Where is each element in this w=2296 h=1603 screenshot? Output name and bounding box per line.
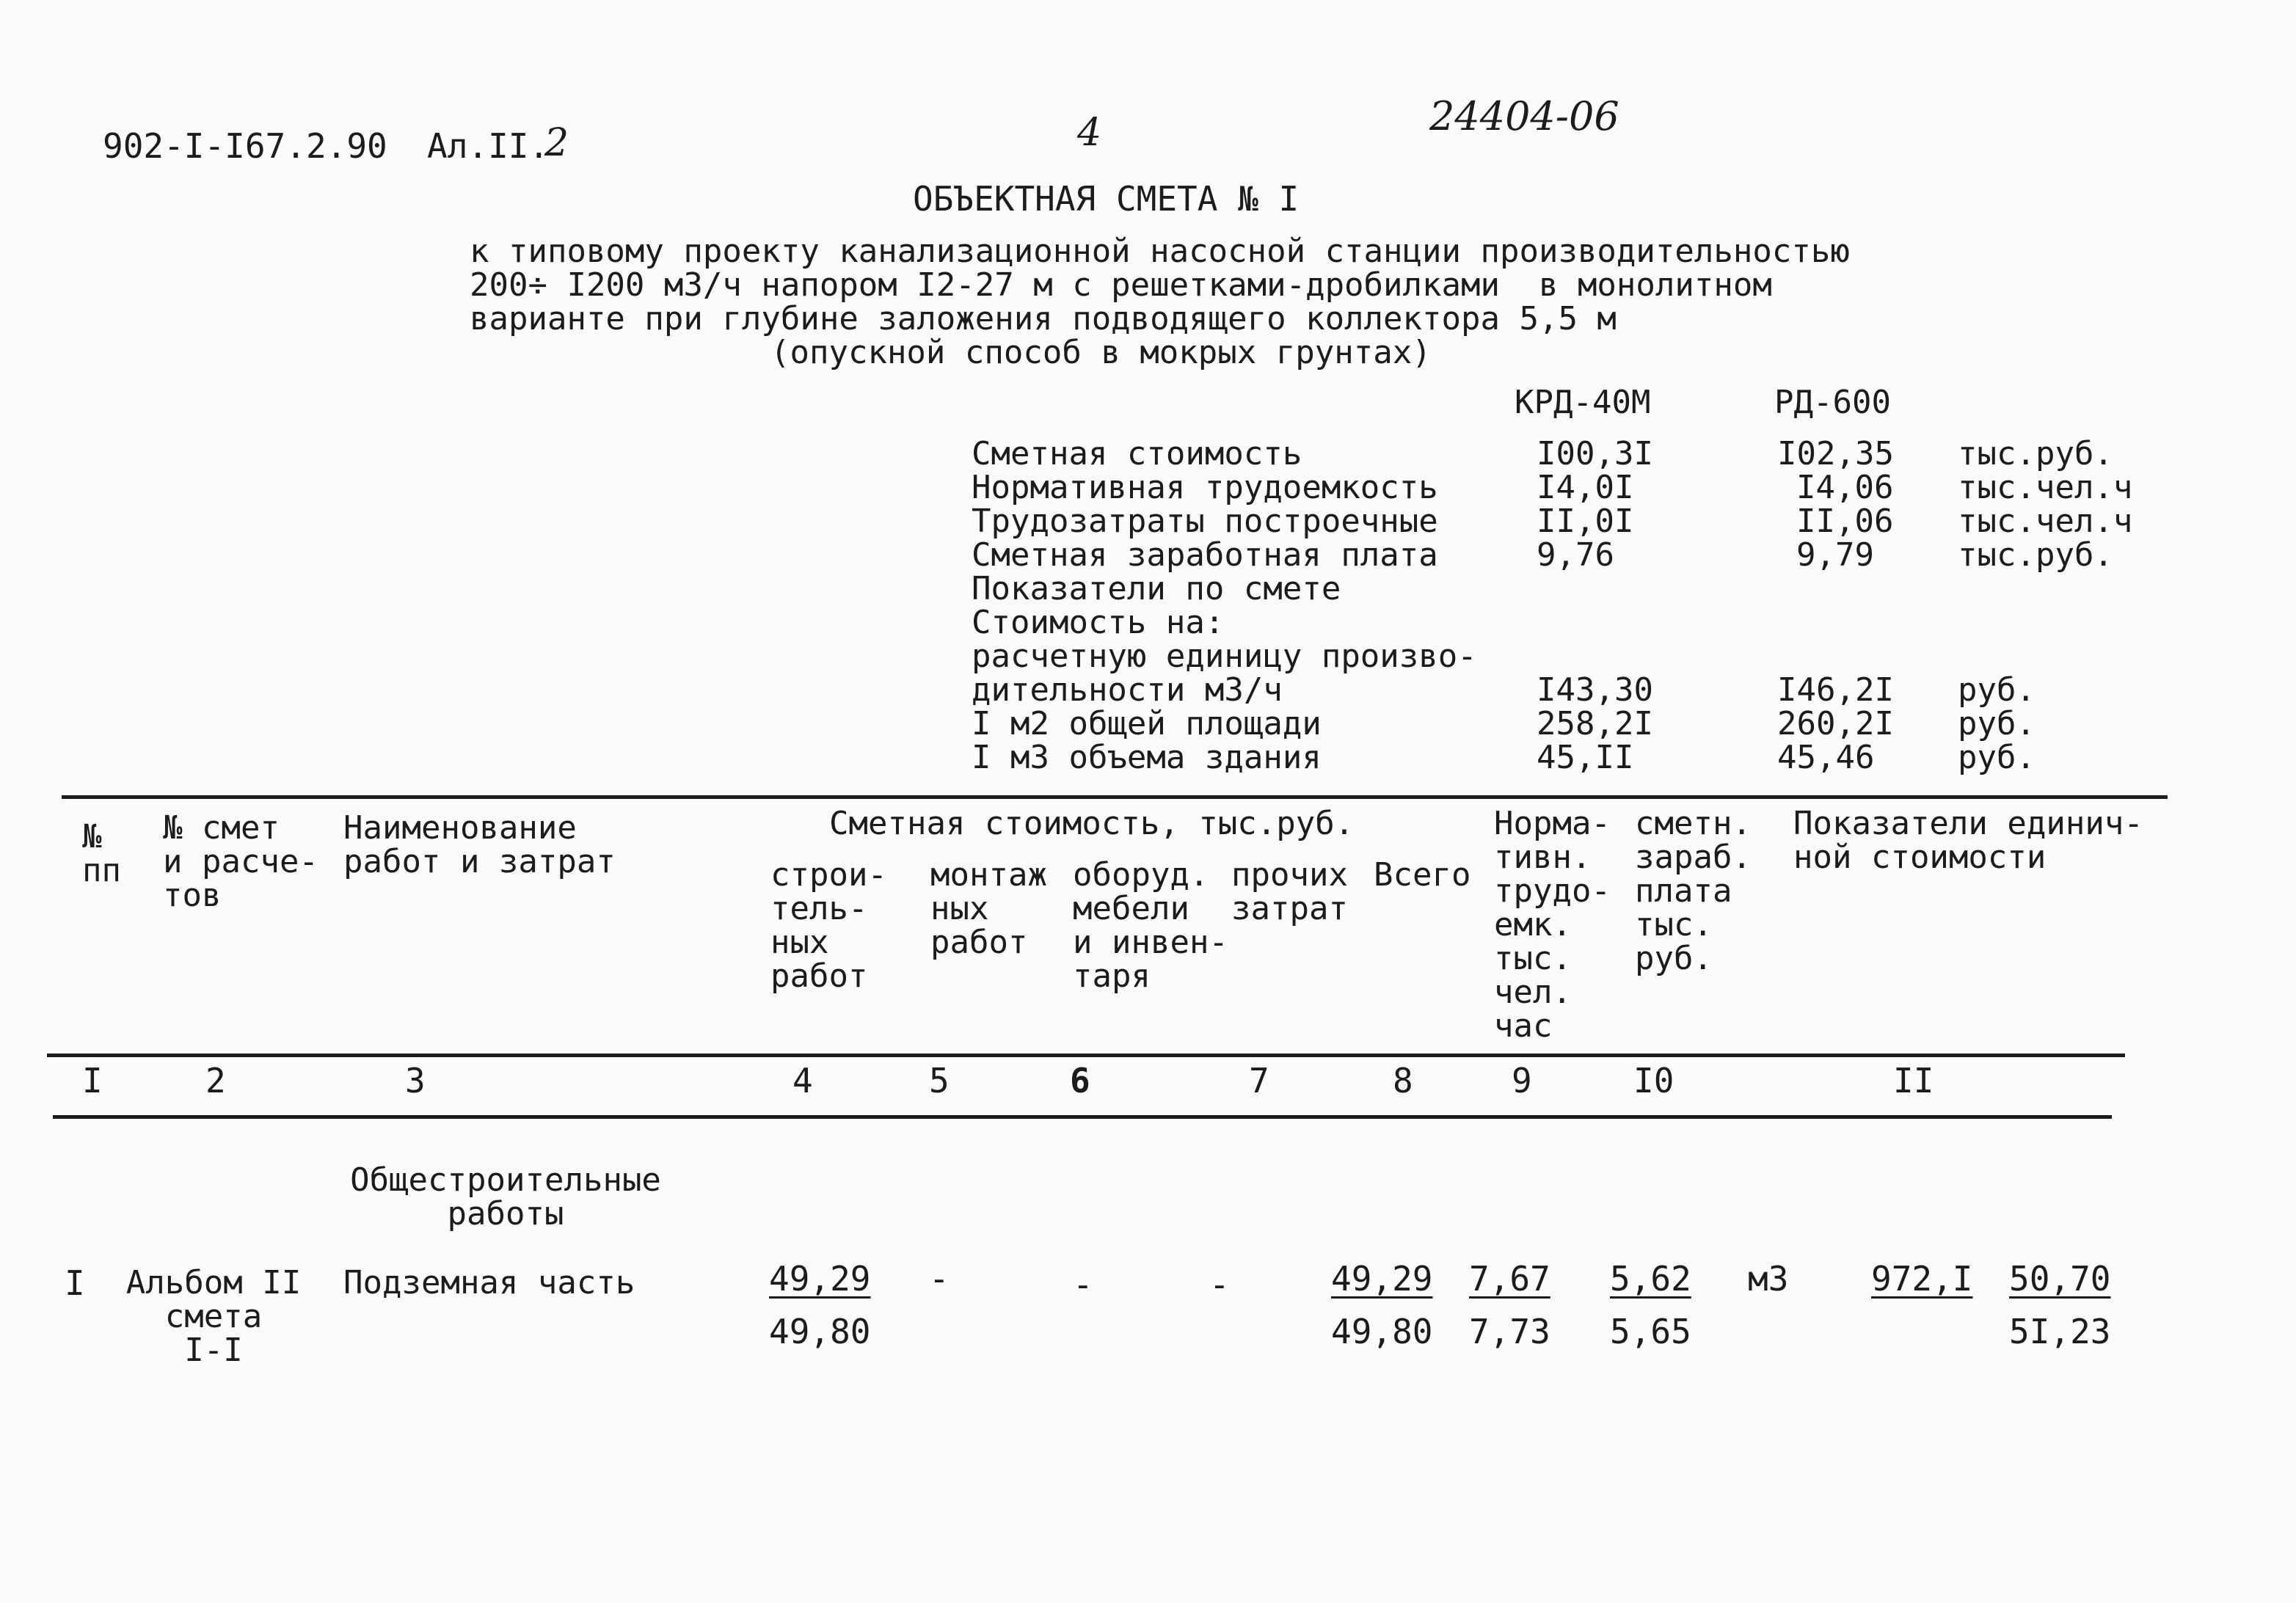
summary-value-krd: I00,3I <box>1537 435 1653 472</box>
column-header-equipment: оборуд. мебели и инвен- таря <box>1073 856 1228 995</box>
column-number: 8 <box>1393 1061 1413 1100</box>
value-construction-krd: 49,29 <box>769 1259 871 1299</box>
page-title: ОБЪЕКТНАЯ СМЕТА № I <box>913 179 1300 219</box>
row-estimate-ref: Альбом II смета I-I <box>125 1264 302 1369</box>
album-label: Ал.II. <box>427 126 550 166</box>
value-labor-rd: 7,73 <box>1469 1312 1550 1351</box>
column-header-wages: сметн. зараб. плата тыс. руб. <box>1635 805 1752 977</box>
value-wages-rd: 5,65 <box>1610 1312 1691 1351</box>
summary-column-header: РД-600 <box>1774 384 1891 421</box>
summary-label: расчетную единицу произво- <box>972 638 1477 675</box>
value-total-krd: 49,29 <box>1331 1259 1433 1299</box>
summary-column-header: КРД-40М <box>1515 384 1651 421</box>
column-number: 7 <box>1249 1061 1269 1100</box>
subtitle-line: варианте при глубине заложения подводящего коллектора 5,5 м <box>470 300 1617 337</box>
row-number: I <box>65 1263 85 1303</box>
subtitle-line: к типовому проекту канализационной насосной станции производительностью <box>470 233 1850 270</box>
document-code: 902-I-I67.2.90 <box>103 126 387 166</box>
summary-value-krd: 258,2I <box>1537 705 1653 742</box>
row-work-name: Подземная часть <box>343 1264 635 1301</box>
column-header-labor: Норма- тивн. трудо- емк. тыс. чел. час <box>1494 805 1611 1045</box>
column-header-name: Наименование работ и затрат <box>343 809 616 880</box>
summary-value-krd: I4,0I <box>1537 469 1634 506</box>
summary-value-rd: I02,35 <box>1777 435 1894 472</box>
column-number: I <box>82 1061 103 1100</box>
column-header-total: Всего <box>1374 856 1471 894</box>
column-header-unit-indicators: Показатели единич- ной стоимости <box>1793 805 2143 876</box>
table-top-rule <box>62 795 2168 799</box>
column-header-number: № пп <box>82 818 121 889</box>
summary-value-rd: II,06 <box>1796 503 1894 540</box>
column-header-installation: монтаж ных работ <box>930 856 1047 961</box>
value-unit: м3 <box>1748 1259 1789 1299</box>
summary-value-krd: 9,76 <box>1537 536 1614 574</box>
summary-label: Нормативная трудоемкость <box>972 469 1438 506</box>
summary-unit: тыс.чел.ч <box>1958 469 2133 506</box>
column-number: 4 <box>792 1061 813 1100</box>
inventory-number: 24404-06 <box>1429 93 1619 139</box>
summary-value-krd: I43,30 <box>1537 671 1653 709</box>
value-other: - <box>1209 1265 1230 1304</box>
column-number: 5 <box>929 1061 950 1100</box>
column-number: 6 <box>1070 1061 1090 1100</box>
summary-value-rd: 9,79 <box>1796 536 1874 574</box>
summary-unit: руб. <box>1958 705 2036 742</box>
summary-value-krd: 45,II <box>1537 739 1634 776</box>
value-labor-krd: 7,67 <box>1469 1259 1550 1299</box>
value-construction-rd: 49,80 <box>769 1312 871 1351</box>
value-installation: - <box>929 1259 950 1299</box>
summary-label: дительности м3/ч <box>972 671 1283 709</box>
summary-value-krd: II,0I <box>1537 503 1634 540</box>
column-number: 3 <box>405 1061 426 1100</box>
column-number: I0 <box>1633 1061 1674 1100</box>
summary-unit: тыс.руб. <box>1958 536 2113 574</box>
summary-value-rd: I4,06 <box>1796 469 1894 506</box>
page-number: 4 <box>1077 111 1102 155</box>
summary-unit: руб. <box>1958 739 2036 776</box>
value-quantity: 972,I <box>1871 1259 1973 1299</box>
column-numbers-rule <box>53 1115 2112 1119</box>
header-bottom-rule <box>47 1054 2125 1057</box>
summary-label: Сметная стоимость <box>972 435 1302 472</box>
summary-value-rd: 45,46 <box>1777 739 1875 776</box>
summary-label: Трудозатраты построечные <box>972 503 1438 540</box>
album-number: 2 <box>544 121 569 165</box>
summary-label: Сметная заработная плата <box>972 536 1438 574</box>
section-title: Общестроительные работы <box>350 1161 661 1233</box>
value-equipment: - <box>1073 1265 1093 1304</box>
value-unit-cost-rd: 5I,23 <box>2009 1312 2111 1351</box>
value-wages-krd: 5,62 <box>1610 1259 1691 1299</box>
summary-label: Показатели по смете <box>972 570 1341 607</box>
column-number: II <box>1893 1061 1934 1100</box>
subtitle-line: 200÷ I200 м3/ч напором I2-27 м с решетками-дробилками в монолитном <box>470 266 1772 304</box>
column-header-construction: строи- тель- ных работ <box>770 856 887 995</box>
column-number: 9 <box>1512 1061 1532 1100</box>
value-unit-cost-krd: 50,70 <box>2009 1259 2111 1299</box>
summary-value-rd: 260,2I <box>1777 705 1894 742</box>
column-header-other: прочих затрат <box>1231 856 1348 927</box>
subtitle-line: (опускной способ в мокрых грунтах) <box>770 334 1432 371</box>
value-total-rd: 49,80 <box>1331 1312 1433 1351</box>
summary-unit: руб. <box>1958 671 2036 709</box>
summary-label: Стоимость на: <box>972 604 1225 641</box>
column-header-estimate-ref: № смет и расче- тов <box>163 809 318 914</box>
summary-unit: тыс.руб. <box>1958 435 2113 472</box>
summary-label: I м3 объема здания <box>972 739 1322 776</box>
summary-unit: тыс.чел.ч <box>1958 503 2133 540</box>
column-group-cost: Сметная стоимость, тыс.руб. <box>829 805 1355 842</box>
column-number: 2 <box>205 1061 226 1100</box>
summary-label: I м2 общей площади <box>972 705 1322 742</box>
summary-value-rd: I46,2I <box>1777 671 1894 709</box>
